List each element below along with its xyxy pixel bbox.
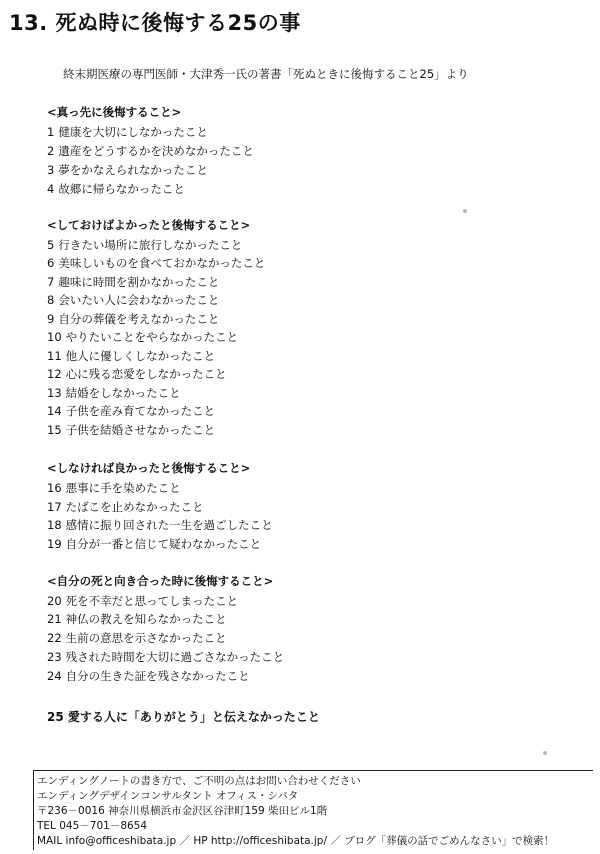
item-number: 3 xyxy=(47,163,55,177)
item-text: 悪事に手を染めたこと xyxy=(65,481,181,495)
item-number: 22 xyxy=(47,631,62,645)
item-text: 自分の葬儀を考えなかったこと xyxy=(58,312,220,326)
item-number: 16 xyxy=(47,481,62,495)
item-number: 19 xyxy=(47,537,62,551)
item-number: 7 xyxy=(47,275,55,289)
item-number: 24 xyxy=(47,669,62,683)
item-number: 23 xyxy=(47,650,62,664)
list-item xyxy=(47,593,238,609)
list-item xyxy=(47,668,250,684)
footer-address-line: 〒236－0016 神奈川県横浜市金沢区谷津町159 柴田ビル1階 xyxy=(37,805,328,817)
item-text: 生前の意思を示さなかったこと xyxy=(65,631,227,645)
list-item xyxy=(47,517,273,533)
item-text: 趣味に時間を割かなかったこと xyxy=(58,275,220,289)
item-text: 遺産をどうするかを決めなかったこと xyxy=(58,144,254,158)
item-text: 自分の生きた証を残さなかったこと xyxy=(65,669,250,683)
item-text: 心に残る恋愛をしなかったこと xyxy=(65,367,227,381)
item-number: 9 xyxy=(47,312,55,326)
item-text: 子供を結婚させなかったこと xyxy=(65,423,216,437)
scan-speck xyxy=(543,751,547,755)
item-text: 死を不幸だと思ってしまったこと xyxy=(65,594,239,608)
list-item xyxy=(47,649,284,665)
item-number: 17 xyxy=(47,500,62,514)
list-item xyxy=(47,255,265,271)
source-line: 終末期医療の専門医師・大津秀一氏の著書「死ぬときに後悔すること25」より xyxy=(63,67,469,81)
list-item xyxy=(47,611,227,627)
list-item xyxy=(47,630,227,646)
item-text: たばこを止めなかったこと xyxy=(65,500,204,514)
footer-company-line: エンディングデザインコンサルタント オフィス・シバタ xyxy=(37,790,299,802)
footer-tel-line: TEL 045－701－8654 xyxy=(37,820,148,832)
item-number: 11 xyxy=(47,349,62,363)
item-number: 4 xyxy=(47,182,55,196)
item-number: 18 xyxy=(47,518,62,532)
item-number: 6 xyxy=(47,256,55,270)
list-item xyxy=(47,143,254,159)
list-item xyxy=(47,162,208,178)
list-item xyxy=(47,403,215,419)
section-heading-should-have-done: <しておけばよかったと後悔すること> xyxy=(47,218,251,232)
item-text: 神仏の教えを知らなかったこと xyxy=(65,612,227,626)
list-item xyxy=(47,292,219,308)
item-text: 結婚をしなかったこと xyxy=(65,386,181,400)
item-text: 感情に振り回された一生を過ごしたこと xyxy=(65,518,273,532)
final-item: 25 愛する人に「ありがとう」と伝えなかったこと xyxy=(47,710,320,724)
footer-inquiry-line: エンディングノートの書き方で、ご不明の点はお問い合わせください xyxy=(37,775,361,787)
item-number: 8 xyxy=(47,293,55,307)
item-number: 14 xyxy=(47,404,62,418)
list-item xyxy=(47,237,242,253)
scan-speck xyxy=(463,209,467,213)
list-item xyxy=(47,366,227,382)
item-number: 2 xyxy=(47,144,55,158)
item-text: 他人に優しくしなかったこと xyxy=(65,349,216,363)
list-item xyxy=(47,385,181,401)
list-item xyxy=(47,329,238,345)
list-item xyxy=(47,536,261,552)
item-number: 1 xyxy=(47,125,55,139)
list-item xyxy=(47,499,204,515)
item-text: 自分が一番と信じて疑わなかったこと xyxy=(65,537,262,551)
item-text: 行きたい場所に旅行しなかったこと xyxy=(58,238,243,252)
item-text: 会いたい人に会わなかったこと xyxy=(58,293,220,307)
item-text: 故郷に帰らなかったこと xyxy=(58,182,185,196)
section-heading-should-not-have-done: <しなければ良かったと後悔すること> xyxy=(47,461,251,475)
list-item xyxy=(47,311,219,327)
section-heading-first-regrets: <真っ先に後悔すること> xyxy=(47,105,182,119)
item-text: 子供を産み育てなかったこと xyxy=(65,404,216,418)
list-item xyxy=(47,480,181,496)
item-text: 健康を大切にしなかったこと xyxy=(58,125,208,139)
item-text: 残された時間を大切に過ごさなかったこと xyxy=(65,650,285,664)
list-item xyxy=(47,348,215,364)
item-text: やりたいことをやらなかったこと xyxy=(65,330,239,344)
list-item xyxy=(47,181,185,197)
item-number: 20 xyxy=(47,594,62,608)
section-heading-facing-death: <自分の死と向き合った時に後悔すること> xyxy=(47,574,274,588)
contact-box xyxy=(33,770,593,850)
list-item xyxy=(47,274,219,290)
item-number: 13 xyxy=(47,386,62,400)
item-number: 12 xyxy=(47,367,62,381)
list-item xyxy=(47,124,208,140)
item-number: 21 xyxy=(47,612,62,626)
item-text: 美味しいものを食べておかなかったこと xyxy=(58,256,266,270)
item-number: 5 xyxy=(47,238,55,252)
page-title: 13. 死ぬ時に後悔する25の事 xyxy=(9,11,301,35)
item-text: 夢をかなえられなかったこと xyxy=(58,163,208,177)
item-number: 10 xyxy=(47,330,62,344)
list-item xyxy=(47,422,215,438)
item-number: 15 xyxy=(47,423,62,437)
footer-web-line: MAIL info@officeshibata.jp ／ HP http://officeshibata.jp/ ／ ブログ「葬儀の話でごめんなさい」で検索！ xyxy=(37,835,555,847)
